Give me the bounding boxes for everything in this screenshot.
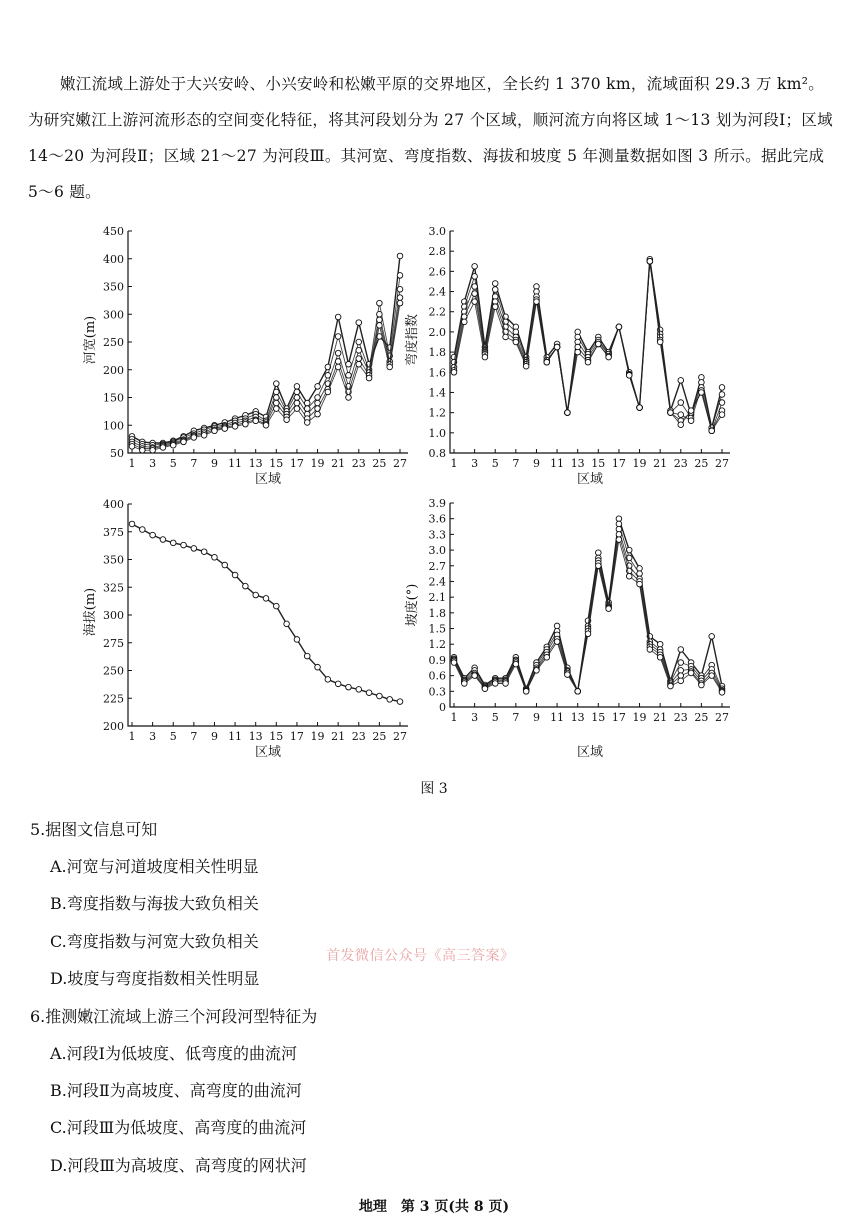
data-point bbox=[294, 389, 300, 395]
data-point bbox=[325, 389, 331, 395]
data-point bbox=[294, 400, 300, 406]
y-tick-label: 350 bbox=[103, 553, 124, 567]
data-point bbox=[346, 373, 352, 379]
x-tick-label: 25 bbox=[372, 457, 387, 470]
x-tick-label: 19 bbox=[310, 730, 325, 743]
data-point bbox=[356, 687, 362, 693]
data-point bbox=[472, 284, 478, 290]
data-point bbox=[377, 311, 383, 317]
x-tick-label: 7 bbox=[190, 457, 198, 470]
data-point bbox=[492, 287, 498, 293]
data-point bbox=[523, 363, 529, 369]
data-point bbox=[150, 447, 156, 453]
x-tick-label: 23 bbox=[673, 711, 688, 724]
page-footer: 地理 第 3 页(共 8 页) bbox=[358, 1199, 510, 1215]
data-point bbox=[482, 686, 488, 692]
data-point bbox=[325, 677, 331, 683]
data-point bbox=[709, 428, 715, 434]
y-tick-label: 3.9 bbox=[428, 497, 446, 510]
data-point bbox=[170, 442, 176, 448]
data-point bbox=[212, 428, 218, 434]
data-point bbox=[253, 418, 259, 424]
data-point bbox=[585, 631, 591, 637]
y-axis-label: 坡度(°) bbox=[405, 583, 420, 627]
x-tick-label: 1 bbox=[128, 457, 136, 470]
x-axis-label: 区域 bbox=[254, 745, 282, 760]
x-tick-label: 21 bbox=[653, 711, 668, 724]
x-tick-label: 15 bbox=[591, 711, 606, 724]
x-tick-label: 21 bbox=[331, 730, 346, 743]
data-point bbox=[678, 668, 684, 674]
data-point bbox=[596, 563, 602, 569]
data-point bbox=[243, 421, 249, 427]
data-point bbox=[232, 424, 238, 430]
data-point bbox=[626, 373, 632, 379]
x-tick-label: 19 bbox=[632, 711, 647, 724]
figure-caption: 图 3 bbox=[420, 781, 448, 797]
x-tick-label: 13 bbox=[570, 711, 585, 724]
x-tick-label: 7 bbox=[512, 457, 520, 470]
x-tick-label: 23 bbox=[351, 730, 366, 743]
data-point bbox=[253, 592, 259, 598]
question-6-option-b: B.河段Ⅱ为高坡度、高弯度的曲流河 bbox=[50, 1081, 302, 1100]
y-tick-label: 2.6 bbox=[428, 265, 446, 279]
data-point bbox=[377, 693, 383, 699]
data-point bbox=[719, 392, 725, 398]
data-point bbox=[616, 532, 622, 538]
x-tick-label: 27 bbox=[393, 457, 407, 470]
data-point bbox=[699, 390, 705, 396]
x-tick-label: 21 bbox=[653, 457, 668, 470]
data-point bbox=[544, 655, 550, 661]
x-tick-label: 23 bbox=[351, 457, 366, 470]
data-point bbox=[140, 447, 146, 453]
slope-chart bbox=[400, 490, 760, 770]
x-tick-label: 13 bbox=[248, 730, 263, 743]
x-tick-label: 27 bbox=[393, 730, 407, 743]
data-point bbox=[274, 603, 280, 609]
y-tick-label: 450 bbox=[103, 225, 124, 238]
data-point bbox=[585, 359, 591, 365]
y-tick-label: 2.2 bbox=[428, 305, 446, 319]
x-tick-label: 13 bbox=[570, 457, 585, 470]
y-tick-label: 300 bbox=[103, 609, 124, 622]
x-axis-label: 区域 bbox=[576, 745, 604, 760]
y-tick-label: 3.0 bbox=[428, 225, 446, 238]
data-point bbox=[335, 334, 341, 340]
data-point bbox=[616, 516, 622, 522]
data-point bbox=[534, 299, 540, 305]
data-point bbox=[201, 432, 207, 438]
data-point bbox=[356, 361, 362, 367]
x-tick-label: 1 bbox=[450, 457, 458, 470]
data-point bbox=[232, 572, 238, 578]
data-point bbox=[492, 304, 498, 310]
sinuosity-index-chart bbox=[400, 220, 760, 490]
x-tick-label: 5 bbox=[169, 457, 177, 470]
y-tick-label: 50 bbox=[110, 447, 124, 460]
data-point bbox=[274, 395, 280, 401]
data-point bbox=[335, 364, 341, 370]
data-point bbox=[201, 549, 207, 555]
y-tick-label: 0.8 bbox=[428, 447, 446, 460]
question-5-option-d: D.坡度与弯度指数相关性明显 bbox=[50, 969, 260, 988]
data-point bbox=[709, 634, 715, 640]
y-tick-label: 1.0 bbox=[428, 426, 446, 440]
x-tick-label: 3 bbox=[471, 457, 479, 470]
y-tick-label: 3.0 bbox=[428, 544, 446, 558]
data-point bbox=[284, 621, 290, 627]
data-point bbox=[678, 678, 684, 684]
data-point bbox=[356, 348, 362, 354]
x-tick-label: 3 bbox=[149, 457, 157, 470]
data-point bbox=[263, 422, 269, 428]
data-point bbox=[678, 412, 684, 418]
data-point bbox=[492, 681, 498, 687]
x-tick-label: 1 bbox=[450, 711, 458, 724]
data-point bbox=[688, 408, 694, 414]
x-tick-label: 25 bbox=[372, 730, 387, 743]
y-axis-label: 河宽(m) bbox=[83, 315, 98, 365]
data-point bbox=[523, 689, 529, 695]
series-line bbox=[132, 524, 400, 702]
data-point bbox=[160, 445, 166, 451]
series-line bbox=[454, 524, 722, 691]
x-tick-label: 27 bbox=[715, 711, 729, 724]
data-point bbox=[626, 573, 632, 579]
y-tick-label: 1.8 bbox=[428, 606, 446, 620]
data-point bbox=[616, 526, 622, 532]
data-point bbox=[181, 542, 187, 548]
data-point bbox=[274, 389, 280, 395]
data-point bbox=[356, 320, 362, 326]
y-tick-label: 350 bbox=[103, 280, 124, 294]
y-tick-label: 275 bbox=[103, 636, 124, 650]
data-point bbox=[637, 405, 643, 411]
x-tick-label: 27 bbox=[715, 457, 729, 470]
y-tick-label: 2.1 bbox=[428, 591, 446, 605]
data-point bbox=[294, 384, 300, 390]
y-tick-label: 1.2 bbox=[428, 638, 446, 652]
data-point bbox=[129, 444, 135, 450]
data-point bbox=[668, 410, 674, 416]
data-point bbox=[315, 664, 321, 670]
y-tick-label: 250 bbox=[103, 336, 124, 349]
y-tick-label: 200 bbox=[103, 363, 124, 377]
y-tick-label: 0.6 bbox=[428, 669, 446, 683]
data-point bbox=[678, 422, 684, 428]
x-tick-label: 17 bbox=[611, 457, 626, 470]
data-point bbox=[356, 356, 362, 362]
data-point bbox=[554, 344, 560, 350]
data-point bbox=[606, 354, 612, 360]
y-tick-label: 400 bbox=[103, 252, 124, 266]
data-point bbox=[544, 359, 550, 365]
data-point bbox=[274, 381, 280, 387]
data-point bbox=[191, 435, 197, 441]
data-point bbox=[263, 596, 269, 602]
data-point bbox=[129, 521, 135, 527]
data-point bbox=[212, 554, 218, 560]
data-point bbox=[719, 400, 725, 406]
data-point bbox=[513, 661, 519, 667]
data-point bbox=[451, 369, 457, 375]
y-tick-label: 225 bbox=[103, 692, 124, 706]
data-point bbox=[616, 521, 622, 527]
y-tick-label: 1.2 bbox=[428, 406, 446, 420]
data-point bbox=[554, 639, 560, 645]
data-point bbox=[616, 324, 622, 330]
data-point bbox=[534, 668, 540, 674]
y-tick-label: 1.6 bbox=[428, 366, 446, 380]
x-tick-label: 3 bbox=[471, 711, 479, 724]
data-point bbox=[719, 690, 725, 696]
data-point bbox=[451, 660, 457, 666]
data-point bbox=[719, 412, 725, 418]
data-point bbox=[709, 673, 715, 679]
y-tick-label: 325 bbox=[103, 581, 124, 595]
x-tick-label: 15 bbox=[269, 457, 284, 470]
x-tick-label: 13 bbox=[248, 457, 263, 470]
x-tick-label: 15 bbox=[591, 457, 606, 470]
altitude-chart bbox=[80, 490, 420, 770]
data-point bbox=[678, 400, 684, 406]
x-tick-label: 9 bbox=[210, 457, 218, 470]
x-axis-label: 区域 bbox=[254, 472, 282, 487]
x-tick-label: 9 bbox=[532, 711, 540, 724]
y-tick-label: 100 bbox=[103, 419, 124, 433]
data-point bbox=[377, 323, 383, 329]
data-point bbox=[366, 375, 372, 381]
question-6-option-d: D.河段Ⅲ为高坡度、高弯度的网状河 bbox=[50, 1156, 307, 1175]
watermark-text: 首发微信公众号《高三答案》 bbox=[326, 948, 515, 964]
data-point bbox=[678, 647, 684, 653]
data-point bbox=[637, 571, 643, 577]
data-point bbox=[596, 550, 602, 556]
data-point bbox=[284, 417, 290, 423]
x-tick-label: 3 bbox=[149, 730, 157, 743]
data-point bbox=[472, 264, 478, 270]
x-tick-label: 9 bbox=[532, 457, 540, 470]
y-tick-label: 2.4 bbox=[428, 285, 446, 299]
data-point bbox=[335, 359, 341, 365]
y-tick-label: 400 bbox=[103, 498, 124, 511]
x-tick-label: 11 bbox=[550, 711, 565, 724]
data-point bbox=[647, 258, 653, 264]
y-tick-label: 200 bbox=[103, 720, 124, 733]
y-tick-label: 0 bbox=[439, 701, 446, 714]
data-point bbox=[554, 623, 560, 629]
data-point bbox=[503, 334, 509, 340]
y-tick-label: 1.4 bbox=[428, 386, 446, 400]
data-point bbox=[668, 683, 674, 689]
data-point bbox=[346, 395, 352, 401]
data-point bbox=[616, 537, 622, 543]
x-tick-label: 25 bbox=[694, 711, 709, 724]
data-point bbox=[335, 681, 341, 687]
x-tick-label: 5 bbox=[491, 457, 499, 470]
data-point bbox=[688, 418, 694, 424]
question-6-option-a: A.河段Ⅰ为低坡度、低弯度的曲流河 bbox=[50, 1044, 297, 1063]
data-point bbox=[678, 378, 684, 384]
data-point bbox=[606, 606, 612, 612]
data-point bbox=[575, 689, 581, 695]
data-point bbox=[315, 411, 321, 417]
data-point bbox=[243, 583, 249, 589]
x-tick-label: 7 bbox=[512, 711, 520, 724]
data-point bbox=[191, 546, 197, 552]
x-tick-label: 11 bbox=[228, 457, 243, 470]
y-tick-label: 2.7 bbox=[428, 559, 446, 573]
x-tick-label: 23 bbox=[673, 457, 688, 470]
data-point bbox=[366, 690, 372, 696]
data-point bbox=[472, 274, 478, 280]
data-point bbox=[356, 339, 362, 345]
data-point bbox=[335, 314, 341, 320]
y-axis-label: 弯度指数 bbox=[405, 313, 420, 367]
data-point bbox=[565, 410, 571, 416]
y-tick-label: 0.9 bbox=[428, 653, 446, 667]
data-point bbox=[274, 406, 280, 412]
data-point bbox=[657, 655, 663, 661]
data-point bbox=[462, 319, 468, 325]
x-axis-label: 区域 bbox=[576, 472, 604, 487]
data-point bbox=[304, 420, 310, 426]
x-tick-label: 1 bbox=[128, 730, 136, 743]
data-point bbox=[274, 400, 280, 406]
data-point bbox=[387, 697, 393, 703]
y-tick-label: 1.8 bbox=[428, 346, 446, 360]
data-point bbox=[315, 384, 321, 390]
x-tick-label: 19 bbox=[632, 457, 647, 470]
data-point bbox=[719, 385, 725, 391]
data-point bbox=[503, 681, 509, 687]
data-point bbox=[688, 670, 694, 676]
x-tick-label: 21 bbox=[331, 457, 346, 470]
x-tick-label: 5 bbox=[491, 711, 499, 724]
data-point bbox=[170, 540, 176, 546]
y-tick-label: 3.3 bbox=[428, 528, 446, 542]
data-point bbox=[565, 672, 571, 678]
question-5-option-c: C.弯度指数与河宽大致负相关 bbox=[50, 932, 259, 951]
data-point bbox=[294, 395, 300, 401]
data-point bbox=[294, 406, 300, 412]
data-point bbox=[699, 682, 705, 688]
data-point bbox=[335, 350, 341, 356]
data-point bbox=[387, 364, 393, 370]
data-point bbox=[472, 673, 478, 679]
data-point bbox=[304, 653, 310, 659]
x-tick-label: 19 bbox=[310, 457, 325, 470]
data-point bbox=[222, 562, 228, 568]
data-point bbox=[181, 439, 187, 445]
x-tick-label: 15 bbox=[269, 730, 284, 743]
y-tick-label: 2.0 bbox=[428, 325, 446, 339]
y-tick-label: 1.5 bbox=[428, 622, 446, 636]
data-point bbox=[377, 317, 383, 323]
data-point bbox=[462, 681, 468, 687]
x-tick-label: 11 bbox=[228, 730, 243, 743]
x-tick-label: 25 bbox=[694, 457, 709, 470]
x-tick-label: 17 bbox=[289, 457, 304, 470]
data-point bbox=[150, 532, 156, 538]
x-tick-label: 17 bbox=[611, 711, 626, 724]
y-tick-label: 300 bbox=[103, 308, 124, 322]
river-width-chart bbox=[80, 220, 420, 490]
y-tick-label: 250 bbox=[103, 664, 124, 678]
data-point bbox=[160, 537, 166, 543]
x-tick-label: 5 bbox=[169, 730, 177, 743]
y-tick-label: 3.6 bbox=[428, 512, 446, 526]
data-point bbox=[140, 527, 146, 533]
y-tick-label: 2.4 bbox=[428, 575, 446, 589]
data-point bbox=[294, 637, 300, 643]
question-5-option-b: B.弯度指数与海拔大致负相关 bbox=[50, 894, 259, 913]
data-point bbox=[657, 641, 663, 647]
data-point bbox=[678, 660, 684, 666]
question-6-stem: 6.推测嫩江流域上游三个河段河型特征为 bbox=[30, 1007, 318, 1026]
data-point bbox=[637, 581, 643, 587]
data-point bbox=[513, 339, 519, 345]
question-6-option-c: C.河段Ⅲ为低坡度、高弯度的曲流河 bbox=[50, 1118, 307, 1137]
data-point bbox=[222, 426, 228, 432]
y-axis-label: 海拔(m) bbox=[83, 587, 98, 637]
x-tick-label: 7 bbox=[190, 730, 198, 743]
series-line bbox=[454, 529, 722, 691]
data-point bbox=[472, 299, 478, 305]
x-tick-label: 9 bbox=[210, 730, 218, 743]
data-point bbox=[346, 684, 352, 690]
data-point bbox=[492, 281, 498, 287]
y-tick-label: 375 bbox=[103, 525, 124, 539]
y-tick-label: 2.8 bbox=[428, 245, 446, 259]
data-point bbox=[472, 291, 478, 297]
data-point bbox=[678, 673, 684, 679]
question-5-stem: 5.据图文信息可知 bbox=[30, 820, 158, 839]
data-point bbox=[657, 339, 663, 345]
x-tick-label: 17 bbox=[289, 730, 304, 743]
data-point bbox=[647, 647, 653, 653]
question-5-option-a: A.河宽与河道坡度相关性明显 bbox=[50, 857, 259, 876]
data-point bbox=[596, 341, 602, 347]
y-tick-label: 0.3 bbox=[428, 685, 446, 699]
y-tick-label: 150 bbox=[103, 391, 124, 405]
intro-paragraph: 嫩江流域上游处于大兴安岭、小兴安岭和松嫩平原的交界地区，全长约 1 370 km，流域面积 29.3 万 km²。为研究嫩江上游河流形态的空间变化特征，将其河段划分为 27 个区域，顺河流方向将区域 1～13 划为河段Ⅰ；区域 14～20 为河段Ⅱ；区域 21～27 为河段Ⅲ。其河宽、弯度指数、海拔和坡度 5 年测量数据如图 3 所示。据此完成 5～6 题。 bbox=[28, 75, 833, 201]
data-point bbox=[482, 354, 488, 360]
data-point bbox=[377, 300, 383, 306]
x-tick-label: 11 bbox=[550, 457, 565, 470]
data-point bbox=[575, 349, 581, 355]
